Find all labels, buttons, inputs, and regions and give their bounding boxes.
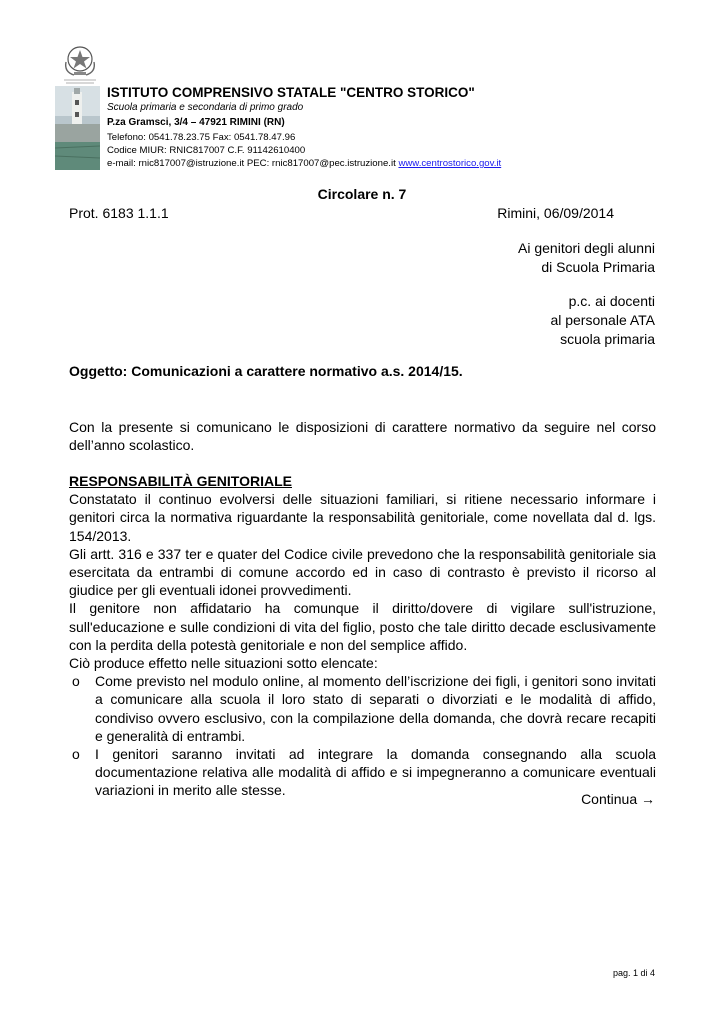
list-item-text: I genitori saranno invitati ad integrare la domanda consegnando alla scuola documentazione relativa alle modalità di affido e si impegneranno a comunicare eventuali variazioni in merito alle stesse. bbox=[95, 746, 656, 799]
institute-phone: Telefono: 0541.78.23.75 Fax: 0541.78.47.96 bbox=[107, 132, 296, 143]
paragraph: Ciò produce effetto nelle situazioni sotto elencate: bbox=[69, 655, 378, 672]
intro-paragraph: Con la presente si comunicano le disposizioni di carattere normativo da seguire nel corso dell’anno scolastico. bbox=[69, 419, 656, 454]
website-link[interactable]: www.centrostorico.gov.it bbox=[398, 158, 502, 169]
paragraph: Gli artt. 316 e 337 ter e quater del Codice civile prevedono che la responsabilità genitoriale sia esercitata da entrambi di comune accordo ed in caso di contrasto è previsto il ricorso al giudice per gli eventuali idonei provvedimenti. bbox=[69, 545, 656, 599]
institute-header bbox=[107, 84, 667, 170]
circular-number: Circolare n. 7 bbox=[317, 186, 407, 202]
subject-line: Oggetto: Comunicazioni a carattere normativo a.s. 2014/15. bbox=[69, 363, 463, 379]
page-number: pag. 1 di 4 bbox=[612, 968, 655, 978]
section-heading: RESPONSABILITÀ GENITORIALE bbox=[69, 473, 292, 489]
institute-emails: e-mail: rnic817007@istruzione.it PEC: rnic817007@pec.istruzione.it bbox=[107, 158, 399, 169]
list-item-text: Come previsto nel modulo online, al momento dell’iscrizione dei figli, i genitori sono invitati a comunicare alla scuola il loro stato di separati o divorziati e le modalità di affido, condiviso ovvero esclusivo, con la compilazione della domanda, che dovrà recare recapiti e generalità di entrambi. bbox=[95, 673, 656, 744]
bullet-circle-icon: o bbox=[72, 746, 80, 763]
recipient-line: scuola primaria bbox=[560, 331, 655, 347]
recipients-primary bbox=[518, 239, 655, 277]
institute-codes: Codice MIUR: RNIC817007 C.F. 91142610400 bbox=[107, 145, 306, 156]
recipient-line: p.c. ai docenti bbox=[568, 293, 655, 309]
institute-address: P.za Gramsci, 3/4 – 47921 RIMINI (RN) bbox=[107, 117, 285, 128]
list-item bbox=[69, 745, 656, 800]
paragraph: Il genitore non affidatario ha comunque il diritto/dovere di vigilare sull'istruzione, sull'educazione e sulle condizioni di vita del figlio, posto che tale diritto decade esclusivamente con la perdita della potestà genitoriale e non del semplice affido. bbox=[69, 600, 656, 653]
section-responsabilita bbox=[69, 472, 656, 800]
institute-name: ISTITUTO COMPRENSIVO STATALE "CENTRO STORICO" bbox=[107, 85, 475, 100]
bullet-list bbox=[69, 672, 656, 799]
continue-label: Continua → bbox=[581, 791, 655, 807]
paragraph: Constatato il continuo evolversi delle situazioni familiari, si ritiene necessario informare i genitori circa la normativa riguardante la responsabilità genitoriale, come novellata dal d. lgs. 154/2013. bbox=[69, 491, 656, 544]
protocol-number: Prot. 6183 1.1.1 bbox=[69, 205, 169, 221]
school-building-photo bbox=[55, 86, 100, 170]
list-item bbox=[69, 672, 656, 745]
republic-emblem-icon bbox=[60, 42, 100, 86]
bullet-circle-icon: o bbox=[72, 673, 80, 690]
recipient-line: Ai genitori degli alunni bbox=[518, 240, 655, 256]
recipient-line: di Scuola Primaria bbox=[541, 259, 655, 275]
institute-contacts bbox=[107, 157, 667, 170]
recipients-cc bbox=[550, 292, 655, 349]
recipient-line: al personale ATA bbox=[550, 312, 655, 328]
document-date: Rimini, 06/09/2014 bbox=[497, 205, 614, 221]
institute-subtitle: Scuola primaria e secondaria di primo grado bbox=[107, 102, 304, 113]
